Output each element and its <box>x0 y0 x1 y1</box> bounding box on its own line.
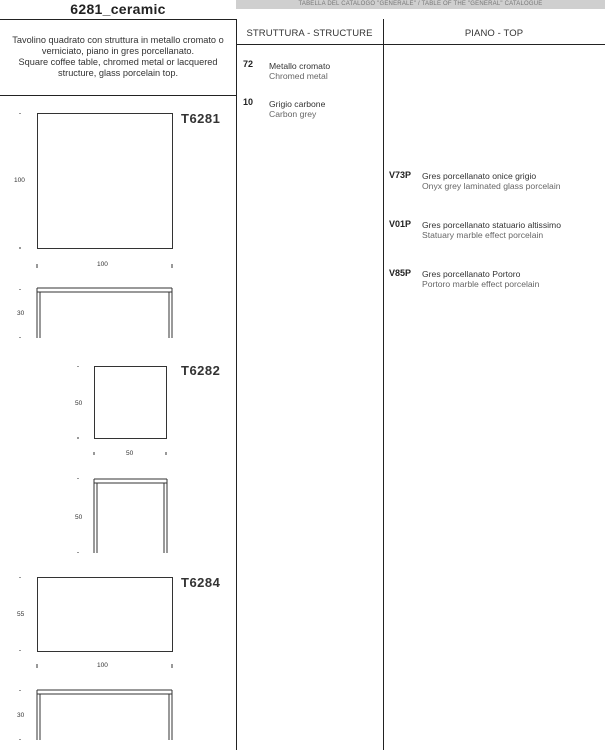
t6282-height-label: 50 <box>75 514 83 521</box>
t6284-width-label: 100 <box>97 662 108 669</box>
t6282-plan-view <box>95 367 167 439</box>
page-title: 6281_ceramic <box>70 1 166 17</box>
t6281-plan-view <box>38 114 173 249</box>
top-code: V01P <box>389 219 412 229</box>
top-name-en: Portoro marble effect porcelain <box>422 279 540 289</box>
top-name-en: Onyx grey laminated glass porcelain <box>422 181 561 191</box>
t6282-depth-label: 50 <box>75 400 83 407</box>
structure-code: 72 <box>243 59 254 69</box>
top-code: V85P <box>389 268 412 278</box>
model-code: T6282 <box>181 363 221 378</box>
t6284-plan-view <box>38 578 173 652</box>
structure-column-header: STRUTTURA - STRUCTURE <box>246 28 373 39</box>
column-header-divider <box>236 44 605 45</box>
header-bar <box>236 0 605 9</box>
top-name-it: Gres porcellanato onice grigio <box>422 171 537 181</box>
t6281-width-label: 100 <box>97 261 108 268</box>
header-bar-text: TABELLA DEL CATALOGO "GENERALE" / TABLE OF THE "GENERAL" CATALOGUE <box>298 1 543 7</box>
structure-name-en: Carbon grey <box>269 109 317 119</box>
t6281-height-label: 30 <box>17 310 25 317</box>
model-code: T6284 <box>181 575 221 590</box>
structure-name-it: Grigio carbone <box>269 99 326 109</box>
structure-name-it: Metallo cromato <box>269 61 331 71</box>
top-name-en: Statuary marble effect porcelain <box>422 230 544 240</box>
model-code: T6281 <box>181 111 221 126</box>
top-name-it: Gres porcellanato statuario altissimo <box>422 220 561 230</box>
t6284-height-label: 30 <box>17 712 25 719</box>
column-divider <box>236 19 237 750</box>
t6281-depth-label: 100 <box>14 177 25 184</box>
top-column-header: PIANO - TOP <box>464 28 524 39</box>
description-italian: Tavolino quadrato con struttura in metallo cromato o verniciato, piano in gres porcellanato. <box>12 35 224 56</box>
top-code: V73P <box>389 170 412 180</box>
structure-name-en: Chromed metal <box>269 71 328 81</box>
column-divider <box>383 19 384 750</box>
top-name-it: Gres porcellanato Portoro <box>422 269 521 279</box>
t6282-width-label: 50 <box>126 450 134 457</box>
structure-code: 10 <box>243 97 254 107</box>
description-english: Square coffee table, chromed metal or lacquered structure, glass porcelain top. <box>18 57 218 78</box>
t6284-depth-label: 55 <box>17 611 25 618</box>
